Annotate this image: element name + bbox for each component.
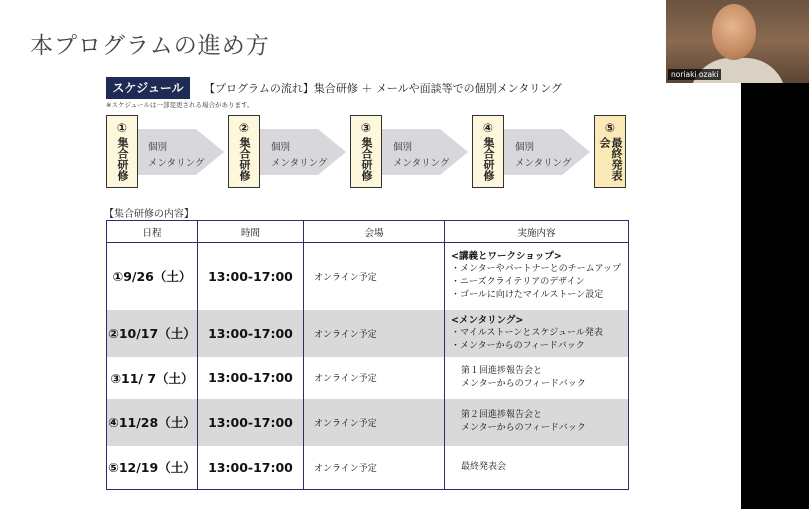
row-time: 13:00-17:00: [198, 357, 304, 399]
header-date: 日程: [107, 221, 198, 243]
video-panel-background: [741, 83, 809, 509]
content-heading: <メンタリング>: [451, 314, 524, 326]
section-label: 【集合研修の内容】: [104, 209, 194, 220]
arrow-label-line1: 個別: [393, 142, 413, 153]
row-date: ④11/28（土）: [107, 399, 198, 446]
header-time: 時間: [198, 221, 304, 243]
table-row: [107, 357, 629, 399]
flow-step-label: 集合研修: [482, 137, 495, 181]
participant-video-thumbnail[interactable]: [666, 0, 809, 83]
row-date: ③11/ 7（土）: [107, 357, 198, 399]
flow-step-number: ②: [238, 121, 250, 135]
content-line: 第２回進捗報告会と: [461, 410, 543, 420]
content-line: ・ゴールに向けたマイルストーン設定: [451, 290, 604, 301]
row-content: [445, 357, 629, 399]
table-row: [107, 399, 629, 446]
arrow-label-line1: 個別: [148, 142, 168, 153]
row-time: 13:00-17:00: [198, 310, 304, 357]
table-row: [107, 310, 629, 357]
arrow-label-line2: メンタリング: [148, 158, 205, 169]
flow-step-label: 集合研修: [238, 137, 251, 181]
arrow-label-line2: メンタリング: [515, 158, 572, 169]
row-venue: オンライン予定: [304, 357, 445, 399]
content-line: メンターからのフィードバック: [461, 423, 586, 433]
header-content: 実施内容: [445, 221, 629, 243]
flow-arrow-label: [271, 140, 327, 172]
content-line: ・ニーズクライテリアのデザイン: [451, 277, 585, 288]
row-content: [445, 310, 629, 357]
flow-step-1: [106, 115, 138, 188]
flow-step-label: 集合研修: [360, 137, 373, 181]
table-row: [107, 446, 629, 490]
row-venue: オンライン予定: [304, 243, 445, 310]
schedule-note: ※スケジュールは一部変更される場合があります。: [106, 101, 254, 109]
flow-step-number: ①: [116, 121, 128, 135]
flow-arrow-label: [393, 140, 449, 172]
arrow-label-line2: メンタリング: [393, 158, 450, 169]
flow-step-4: [472, 115, 504, 188]
flow-step-number: ④: [482, 121, 494, 135]
flow-arrow-label: [148, 140, 204, 172]
flow-step-number: ③: [360, 121, 372, 135]
participant-face: [712, 4, 756, 60]
row-content: [445, 446, 629, 490]
content-line: 最終発表会: [461, 461, 507, 472]
row-venue: オンライン予定: [304, 399, 445, 446]
content-heading: <講義とワークショップ>: [451, 251, 562, 263]
row-time: 13:00-17:00: [198, 446, 304, 490]
arrow-label-line1: 個別: [271, 142, 291, 153]
flow-step-label: 最終発表会: [598, 137, 623, 181]
schedule-badge: スケジュール: [106, 77, 190, 99]
content-line: 第１回進捗報告会と: [461, 365, 543, 376]
flow-step-2: [228, 115, 260, 188]
flow-arrow-label: [515, 140, 571, 172]
content-line: ・メンターからのフィードバック: [451, 340, 585, 351]
row-date: ⑤12/19（土）: [107, 446, 198, 490]
row-date: ①9/26（土）: [107, 243, 198, 310]
table-row: [107, 243, 629, 310]
flow-step-3: [350, 115, 382, 188]
content-line: ・マイルストーンとスケジュール発表: [451, 327, 603, 338]
arrow-label-line2: メンタリング: [271, 158, 328, 169]
row-venue: オンライン予定: [304, 446, 445, 490]
flow-step-label: 集合研修: [116, 137, 129, 181]
slide-title: 本プログラムの進め方: [30, 33, 270, 59]
content-line: メンターからのフィードバック: [461, 378, 586, 389]
program-flow-subtitle: 【プログラムの流れ】集合研修 ＋ メールや面談等での個別メンタリング: [204, 82, 563, 95]
header-venue: 会場: [304, 221, 445, 243]
row-time: 13:00-17:00: [198, 243, 304, 310]
row-time: 13:00-17:00: [198, 399, 304, 446]
arrow-label-line1: 個別: [515, 142, 535, 153]
row-content: [445, 399, 629, 446]
row-date: ②10/17（土）: [107, 310, 198, 357]
row-content: [445, 243, 629, 310]
participant-name-label: noriaki ozaki: [668, 69, 721, 80]
row-venue: オンライン予定: [304, 310, 445, 357]
content-line: ・メンターやパートナーとのチームアップ: [451, 264, 622, 275]
training-schedule-table: [106, 220, 629, 490]
table-header-row: [107, 221, 629, 243]
flow-step-number: ⑤: [604, 121, 616, 135]
flow-step-5: [594, 115, 626, 188]
